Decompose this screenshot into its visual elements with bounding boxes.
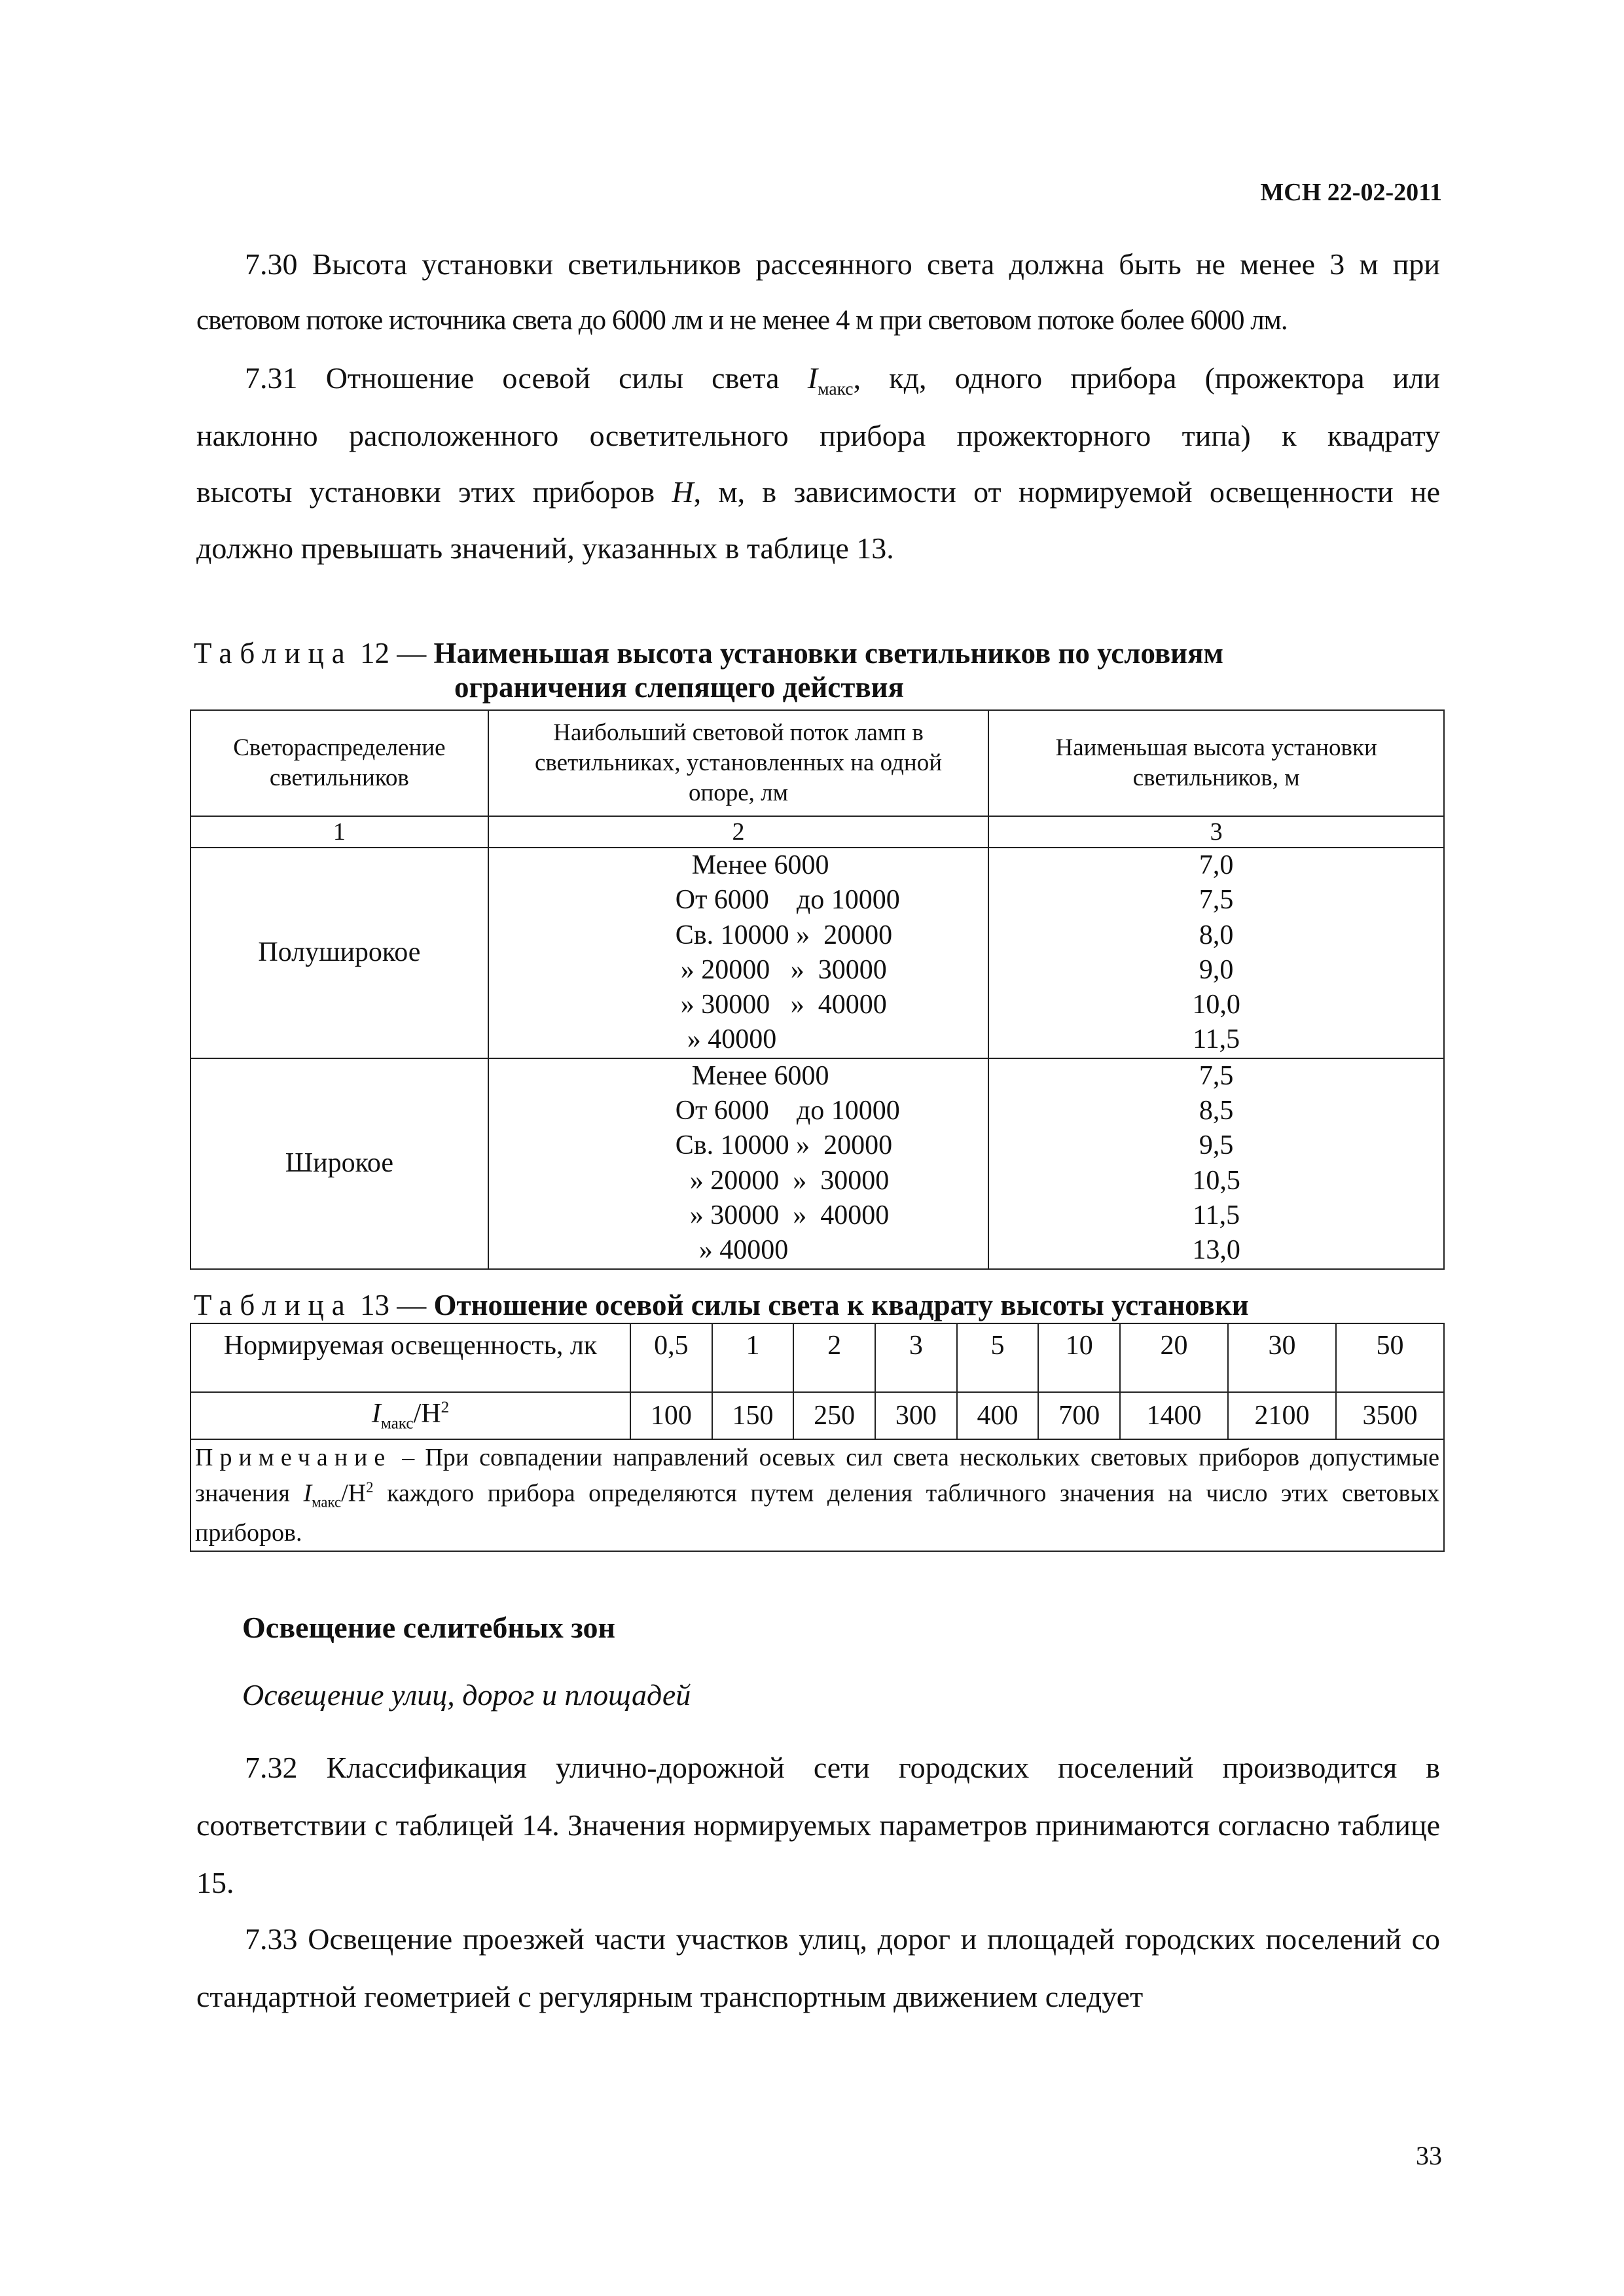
illuminance-value: 2	[793, 1323, 875, 1392]
height-value: 11,5	[1193, 1024, 1240, 1055]
table-12-caption	[194, 636, 1223, 704]
height-value: 7,5	[1199, 885, 1234, 916]
ratio-value: 300	[875, 1392, 957, 1439]
paragraph-7-31-text: наклонно расположенного осветительного прибора прожекторного типа) к квадрату	[196, 419, 1440, 452]
note-word: Примечание	[195, 1444, 392, 1472]
column-number: 1	[190, 816, 488, 848]
caption-number: 13 —	[352, 1289, 434, 1321]
symbol-subscript: макс	[818, 378, 854, 399]
paragraph-7-31-text: высоты установки этих приборов	[196, 475, 672, 509]
paragraph-7-31-text: , кд, одного прибора (прожектора или	[853, 361, 1440, 395]
illuminance-value: 1	[712, 1323, 794, 1392]
ratio-value: 2100	[1228, 1392, 1336, 1439]
page-number: 33	[1416, 2141, 1442, 2170]
ratio-value: 1400	[1120, 1392, 1228, 1439]
paragraph-7-33: 7.33 Освещение проезжей части участков улиц, дорог и площадей городских поселений со стандартной геометрией с регулярным транспортным движением следует	[196, 1922, 1440, 2013]
header-cell: Наименьшая высота установки светильников, м	[988, 710, 1444, 816]
group-name: Полуширокое	[190, 848, 488, 1058]
symbol-h: /H	[341, 1480, 367, 1508]
height-value: 13,0	[1192, 1235, 1240, 1266]
caption-word: Таблица	[194, 1289, 353, 1321]
note-row	[190, 1439, 1444, 1551]
table-number-row	[190, 816, 1444, 848]
height-value: 8,5	[1199, 1096, 1234, 1126]
ratio-value: 700	[1038, 1392, 1120, 1439]
paragraph-7-31-line4	[196, 520, 1440, 577]
header-cell: Наибольший световой поток ламп в светильниках, установленных на одной опоре, лм	[488, 710, 989, 816]
illuminance-value: 3	[875, 1323, 957, 1392]
paragraph-7-32: 7.32 Классификация улично-дорожной сети городских поселений производится в соответствии с таблицей 14. Значения нормируемых параметров принимаются согласно таблице 15.	[196, 1751, 1440, 1899]
flux-range: » 20000 » 30000	[689, 1165, 890, 1196]
height-value: 10,0	[1192, 990, 1240, 1020]
illuminance-value: 30	[1228, 1323, 1336, 1392]
column-number: 2	[488, 816, 989, 848]
note-text: – При совпадении направлений осевых сил света нескольких световых приборов допустимые значения	[195, 1444, 1439, 1508]
flux-range: » 40000	[687, 1024, 777, 1055]
paragraph-7-30-line1	[196, 236, 1440, 293]
flux-range: » 30000 » 40000	[689, 1200, 890, 1230]
ratio-row	[190, 1392, 1444, 1439]
ratio-value: 3500	[1336, 1392, 1444, 1439]
flux-ranges	[488, 1058, 989, 1269]
heights	[988, 1058, 1444, 1269]
table-12	[190, 709, 1445, 1270]
flux-range: Св. 10000 » 20000	[675, 920, 893, 950]
row-label-ratio	[190, 1392, 630, 1439]
height-value: 9,0	[1199, 954, 1234, 985]
symbol-superscript: 2	[366, 1479, 374, 1496]
ratio-value: 250	[793, 1392, 875, 1439]
heights	[988, 848, 1444, 1058]
caption-number: 12 —	[352, 637, 434, 670]
paragraph-7-31-line2	[196, 407, 1440, 465]
flux-range: » 40000	[698, 1235, 789, 1266]
height-value: 8,0	[1199, 920, 1234, 950]
section-title: Освещение селитебных зон	[242, 1611, 615, 1644]
document-header: МСН 22-02-2011	[1260, 179, 1442, 206]
note-text: каждого прибора определяются путем деления табличного значения на число этих световых приборов.	[195, 1480, 1440, 1547]
ratio-value: 400	[957, 1392, 1039, 1439]
paragraph-7-30-text1: 7.30 Высота установки светильников рассеянного света должна быть не менее 3 м при	[245, 247, 1440, 281]
symbol-i: I	[807, 361, 818, 395]
height-value: 9,5	[1199, 1130, 1234, 1161]
group-name: Широкое	[190, 1058, 488, 1269]
illuminance-value: 5	[957, 1323, 1039, 1392]
flux-range: » 30000 » 40000	[680, 990, 887, 1020]
symbol-subscript: макс	[312, 1494, 342, 1511]
ratio-value: 150	[712, 1392, 794, 1439]
caption-title: Отношение осевой силы света к квадрату высоты установки	[433, 1289, 1249, 1321]
illuminance-value: 0,5	[630, 1323, 712, 1392]
height-value: 10,5	[1192, 1165, 1240, 1196]
symbol-i: I	[371, 1399, 381, 1429]
paragraph-7-31-text: 7.31 Отношение осевой силы света	[245, 361, 808, 395]
table-note	[190, 1439, 1444, 1551]
ratio-value: 100	[630, 1392, 712, 1439]
symbol-h: H	[672, 475, 694, 509]
illuminance-row	[190, 1323, 1444, 1392]
table-13-caption	[194, 1288, 1249, 1322]
caption-word: Таблица	[194, 637, 353, 670]
table-13	[190, 1323, 1445, 1552]
symbol-h: /H	[413, 1399, 441, 1429]
caption-title: ограничения слепящего действия	[454, 671, 904, 704]
flux-range: Менее 6000	[691, 850, 829, 880]
symbol-superscript: 2	[441, 1399, 450, 1416]
paragraph-7-31-text: , м, в зависимости от нормируемой освещенности не	[693, 475, 1440, 509]
flux-range: Св. 10000 » 20000	[675, 1130, 893, 1161]
paragraph-7-31-line3	[196, 463, 1440, 521]
flux-range: От 6000 до 10000	[675, 1096, 900, 1126]
row-label: Нормируемая освещенность, лк	[190, 1323, 630, 1392]
symbol-subscript: макс	[380, 1414, 414, 1433]
column-number: 3	[988, 816, 1444, 848]
paragraph-7-30-text2: световом потоке источника света до 6000 лм и не менее 4 м при световом потоке более 6000 лм.	[196, 305, 1288, 336]
height-value: 11,5	[1193, 1200, 1240, 1230]
flux-range: Менее 6000	[691, 1060, 829, 1091]
table-header-row	[190, 710, 1444, 816]
illuminance-value: 50	[1336, 1323, 1444, 1392]
paragraph-7-31-text: должно превышать значений, указанных в таблице 13.	[196, 531, 894, 565]
symbol-i: I	[303, 1480, 312, 1508]
flux-ranges	[488, 848, 989, 1058]
flux-range: » 20000 » 30000	[680, 954, 887, 985]
table-row	[190, 1058, 1444, 1269]
flux-range: От 6000 до 10000	[675, 885, 900, 916]
height-value: 7,5	[1199, 1060, 1234, 1091]
table-row	[190, 848, 1444, 1058]
caption-title: Наименьшая высота установки светильников по условиям	[433, 637, 1224, 670]
illuminance-value: 10	[1038, 1323, 1120, 1392]
height-value: 7,0	[1199, 850, 1234, 880]
subsection-title: Освещение улиц, дорог и площадей	[242, 1678, 691, 1712]
illuminance-value: 20	[1120, 1323, 1228, 1392]
header-cell: Светораспределение светильников	[190, 710, 488, 816]
paragraph-7-30-line2	[196, 292, 1440, 350]
